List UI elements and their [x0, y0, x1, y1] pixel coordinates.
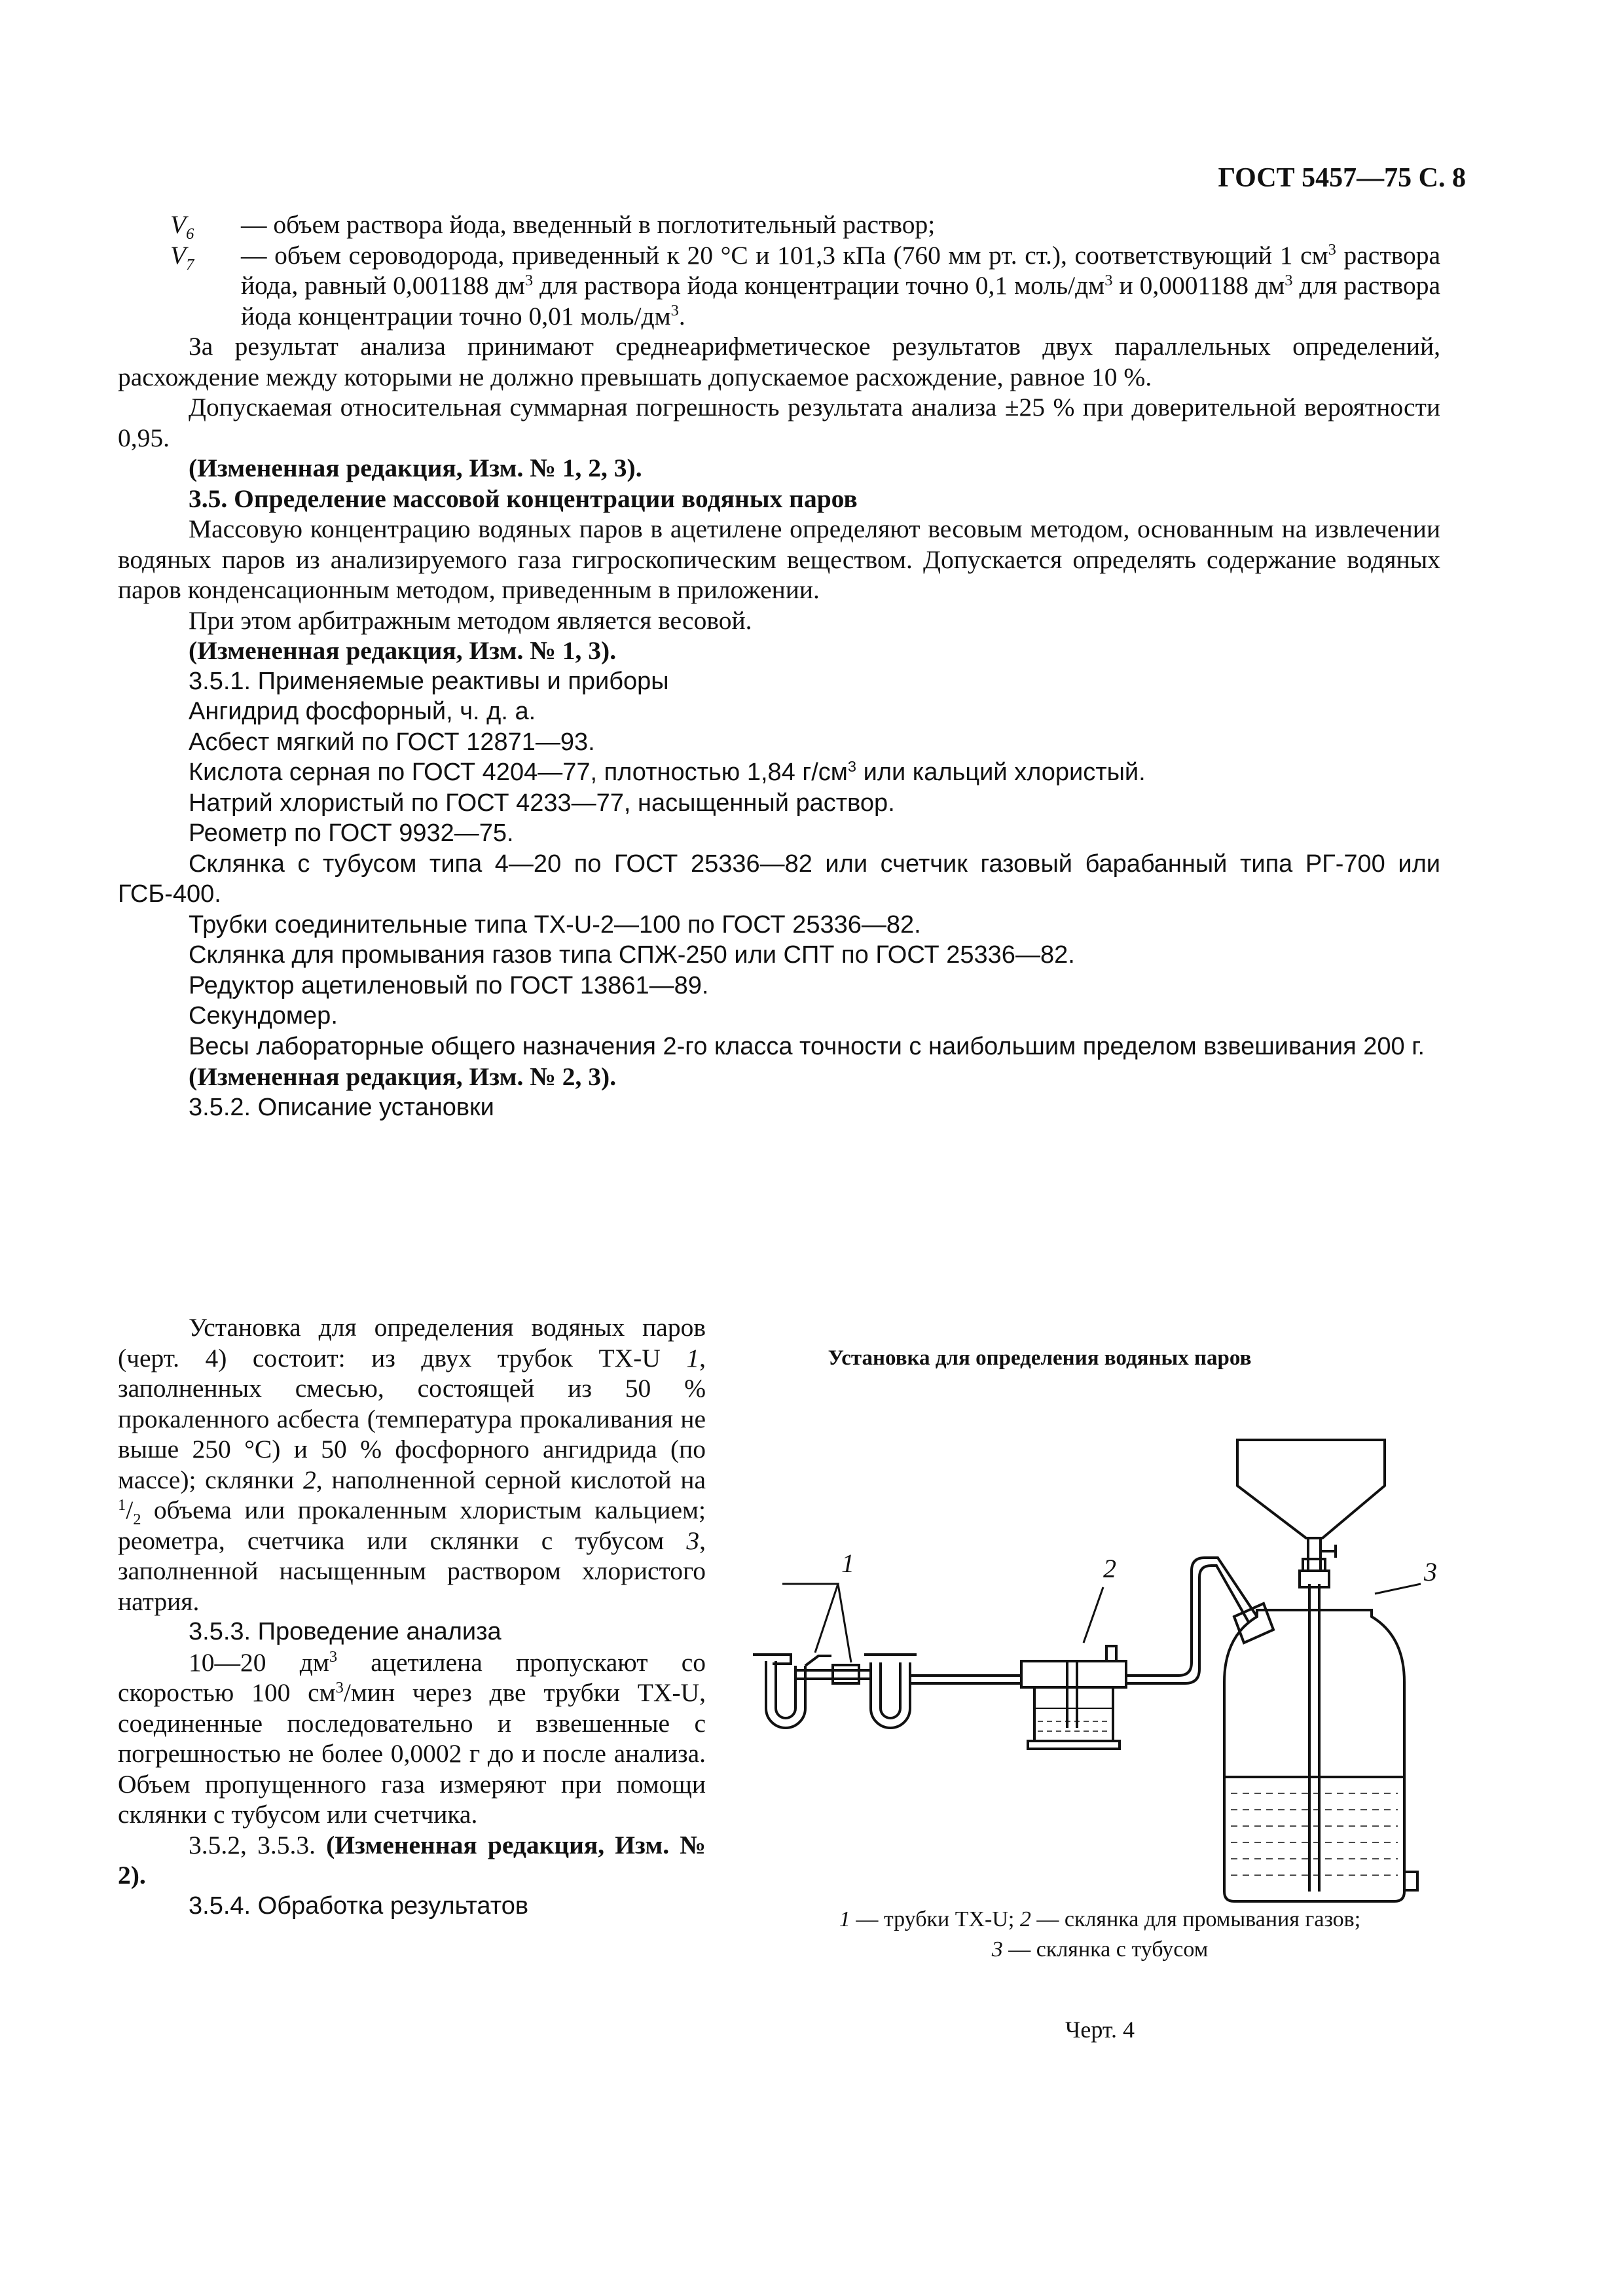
paragraph: Массовую концентрацию водяных паров в ацетилене определяют весовым методом, основанным на извлечении водяных паров из анализируемого газа гигроскопическим веществом. Допускается определять содержание водяных паров конденсационным методом, приведенным в приложении.	[118, 514, 1440, 604]
list-item: Кислота серная по ГОСТ 4204—77, плотностью 1,84 $г/см^3$ или кальций хлористый.	[189, 758, 1146, 786]
figure-legend: 1 — трубки ТХ-U; 2 — склянка для промывания газов; 3 — склянка с тубусом	[839, 1907, 1361, 1962]
wash-bottle	[1021, 1646, 1126, 1749]
subsection-heading: 3.5.1. Применяемые реактивы и приборы	[189, 667, 669, 695]
definition-v7: $V_7$ — объем сероводорода, приведенный к 20 °С и 101,3 кПа (760 мм рт. ст.), соответствующий 1 $см^3$ раствора йода, равный 0,001188 $дм^3$ для раствора йода концентрации точно 0,1 моль/$дм^3$ и 0,0001188 $дм^3$ для раствора йода концентрации точно 0,01 моль/$дм^3$.	[170, 240, 1440, 331]
list-item: Склянка для промывания газов типа СПЖ-250 или СПТ по ГОСТ 25336—82.	[189, 941, 1075, 969]
figure-caption: Черт. 4	[1065, 2017, 1135, 2043]
list-item: Реометр по ГОСТ 9932—75.	[189, 819, 514, 847]
subsection-heading: 3.5.2. Описание установки	[189, 1093, 494, 1121]
definition-v6: $V_6$ — объем раствора йода, введенный в поглотительный раствор;	[170, 210, 936, 243]
subsection-heading: 3.5.3. Проведение анализа	[189, 1618, 501, 1645]
list-item: Асбест мягкий по ГОСТ 12871—93.	[189, 728, 595, 756]
list-item: Склянка с тубусом типа 4—20 по ГОСТ 25336—82 или счетчик газовый барабанный типа РГ-700 или ГСБ-400.	[118, 850, 1440, 908]
list-item: Натрий хлористый по ГОСТ 4233—77, насыщенный раствор.	[189, 789, 895, 817]
paragraph: При этом арбитражным методом является весовой.	[189, 605, 752, 635]
list-item: Редуктор ацетиленовый по ГОСТ 13861—89.	[189, 971, 709, 999]
label-2: 2	[1103, 1554, 1116, 1583]
paragraph: Допускаемая относительная суммарная погрешность результата анализа ±25 % при доверительной вероятности 0,95.	[118, 393, 1440, 452]
label-3: 3	[1424, 1557, 1437, 1587]
u-tube-1	[753, 1655, 831, 1728]
edition-note: (Измененная редакция, Изм. № 2, 3).	[189, 1062, 617, 1091]
main-text	[118, 209, 1440, 1122]
figure-title: Установка для определения водяных паров	[828, 1346, 1252, 1370]
paragraph: За результат анализа принимают среднеарифметическое результатов двух параллельных определений, расхождение между которыми не должно превышать допускаемое расхождение, равное 10 %.	[118, 332, 1440, 391]
paragraph: 10—20 $дм^3$ ацетилена пропускают со скоростью 100 $см^3$/мин через две трубки ТХ-U, соединенные последовательно и взвешенные с погрешностью не более 0,0002 г до и после анализа. Объем пропущенного газа измеряют при помощи склянки с тубусом или счетчика.	[118, 1647, 706, 1829]
label-1: 1	[841, 1549, 854, 1578]
apparatus-diagram	[740, 1420, 1460, 1944]
page-header: ГОСТ 5457—75 С. 8	[1218, 163, 1466, 193]
subsection-heading: 3.5.4. Обработка результатов	[189, 1892, 529, 1920]
list-item: Ангидрид фосфорный, ч. д. а.	[189, 698, 536, 725]
u-tube-2	[864, 1655, 917, 1728]
edition-note: 3.5.2, 3.5.3. (Измененная редакция, Изм. № 2).	[118, 1830, 706, 1890]
paragraph: Установка для определения водяных паров (черт. 4) состоит: из двух трубок ТХ-U 1, заполненных смесью, состоящей из 50 % прокаленного асбеста (температура прокаливания не выше 250 °С) и 50 % фосфорного ангидрида (по массе); склянки 2, наполненной серной кислотой на $^1/_2$ объема или прокаленным хлористым кальцием; реометра, счетчика или склянки с тубусом 3, заполненной насыщенным раствором хлористого натрия.	[118, 1313, 706, 1616]
funnel	[1237, 1440, 1385, 1572]
left-column-text	[118, 1312, 706, 1921]
edition-note: (Измененная редакция, Изм. № 1, 3).	[189, 636, 617, 665]
list-item: Трубки соединительные типа ТХ-U-2—100 по ГОСТ 25336—82.	[189, 910, 921, 939]
edition-note: (Измененная редакция, Изм. № 1, 2, 3).	[189, 454, 642, 482]
list-item: Секундомер.	[189, 1002, 338, 1030]
section-heading: 3.5. Определение массовой концентрации водяных паров	[189, 484, 858, 513]
tubulus-bottle	[1224, 1571, 1417, 1901]
list-item: Весы лабораторные общего назначения 2-го класса точности с наибольшим пределом взвешивания 200 г.	[189, 1032, 1425, 1060]
